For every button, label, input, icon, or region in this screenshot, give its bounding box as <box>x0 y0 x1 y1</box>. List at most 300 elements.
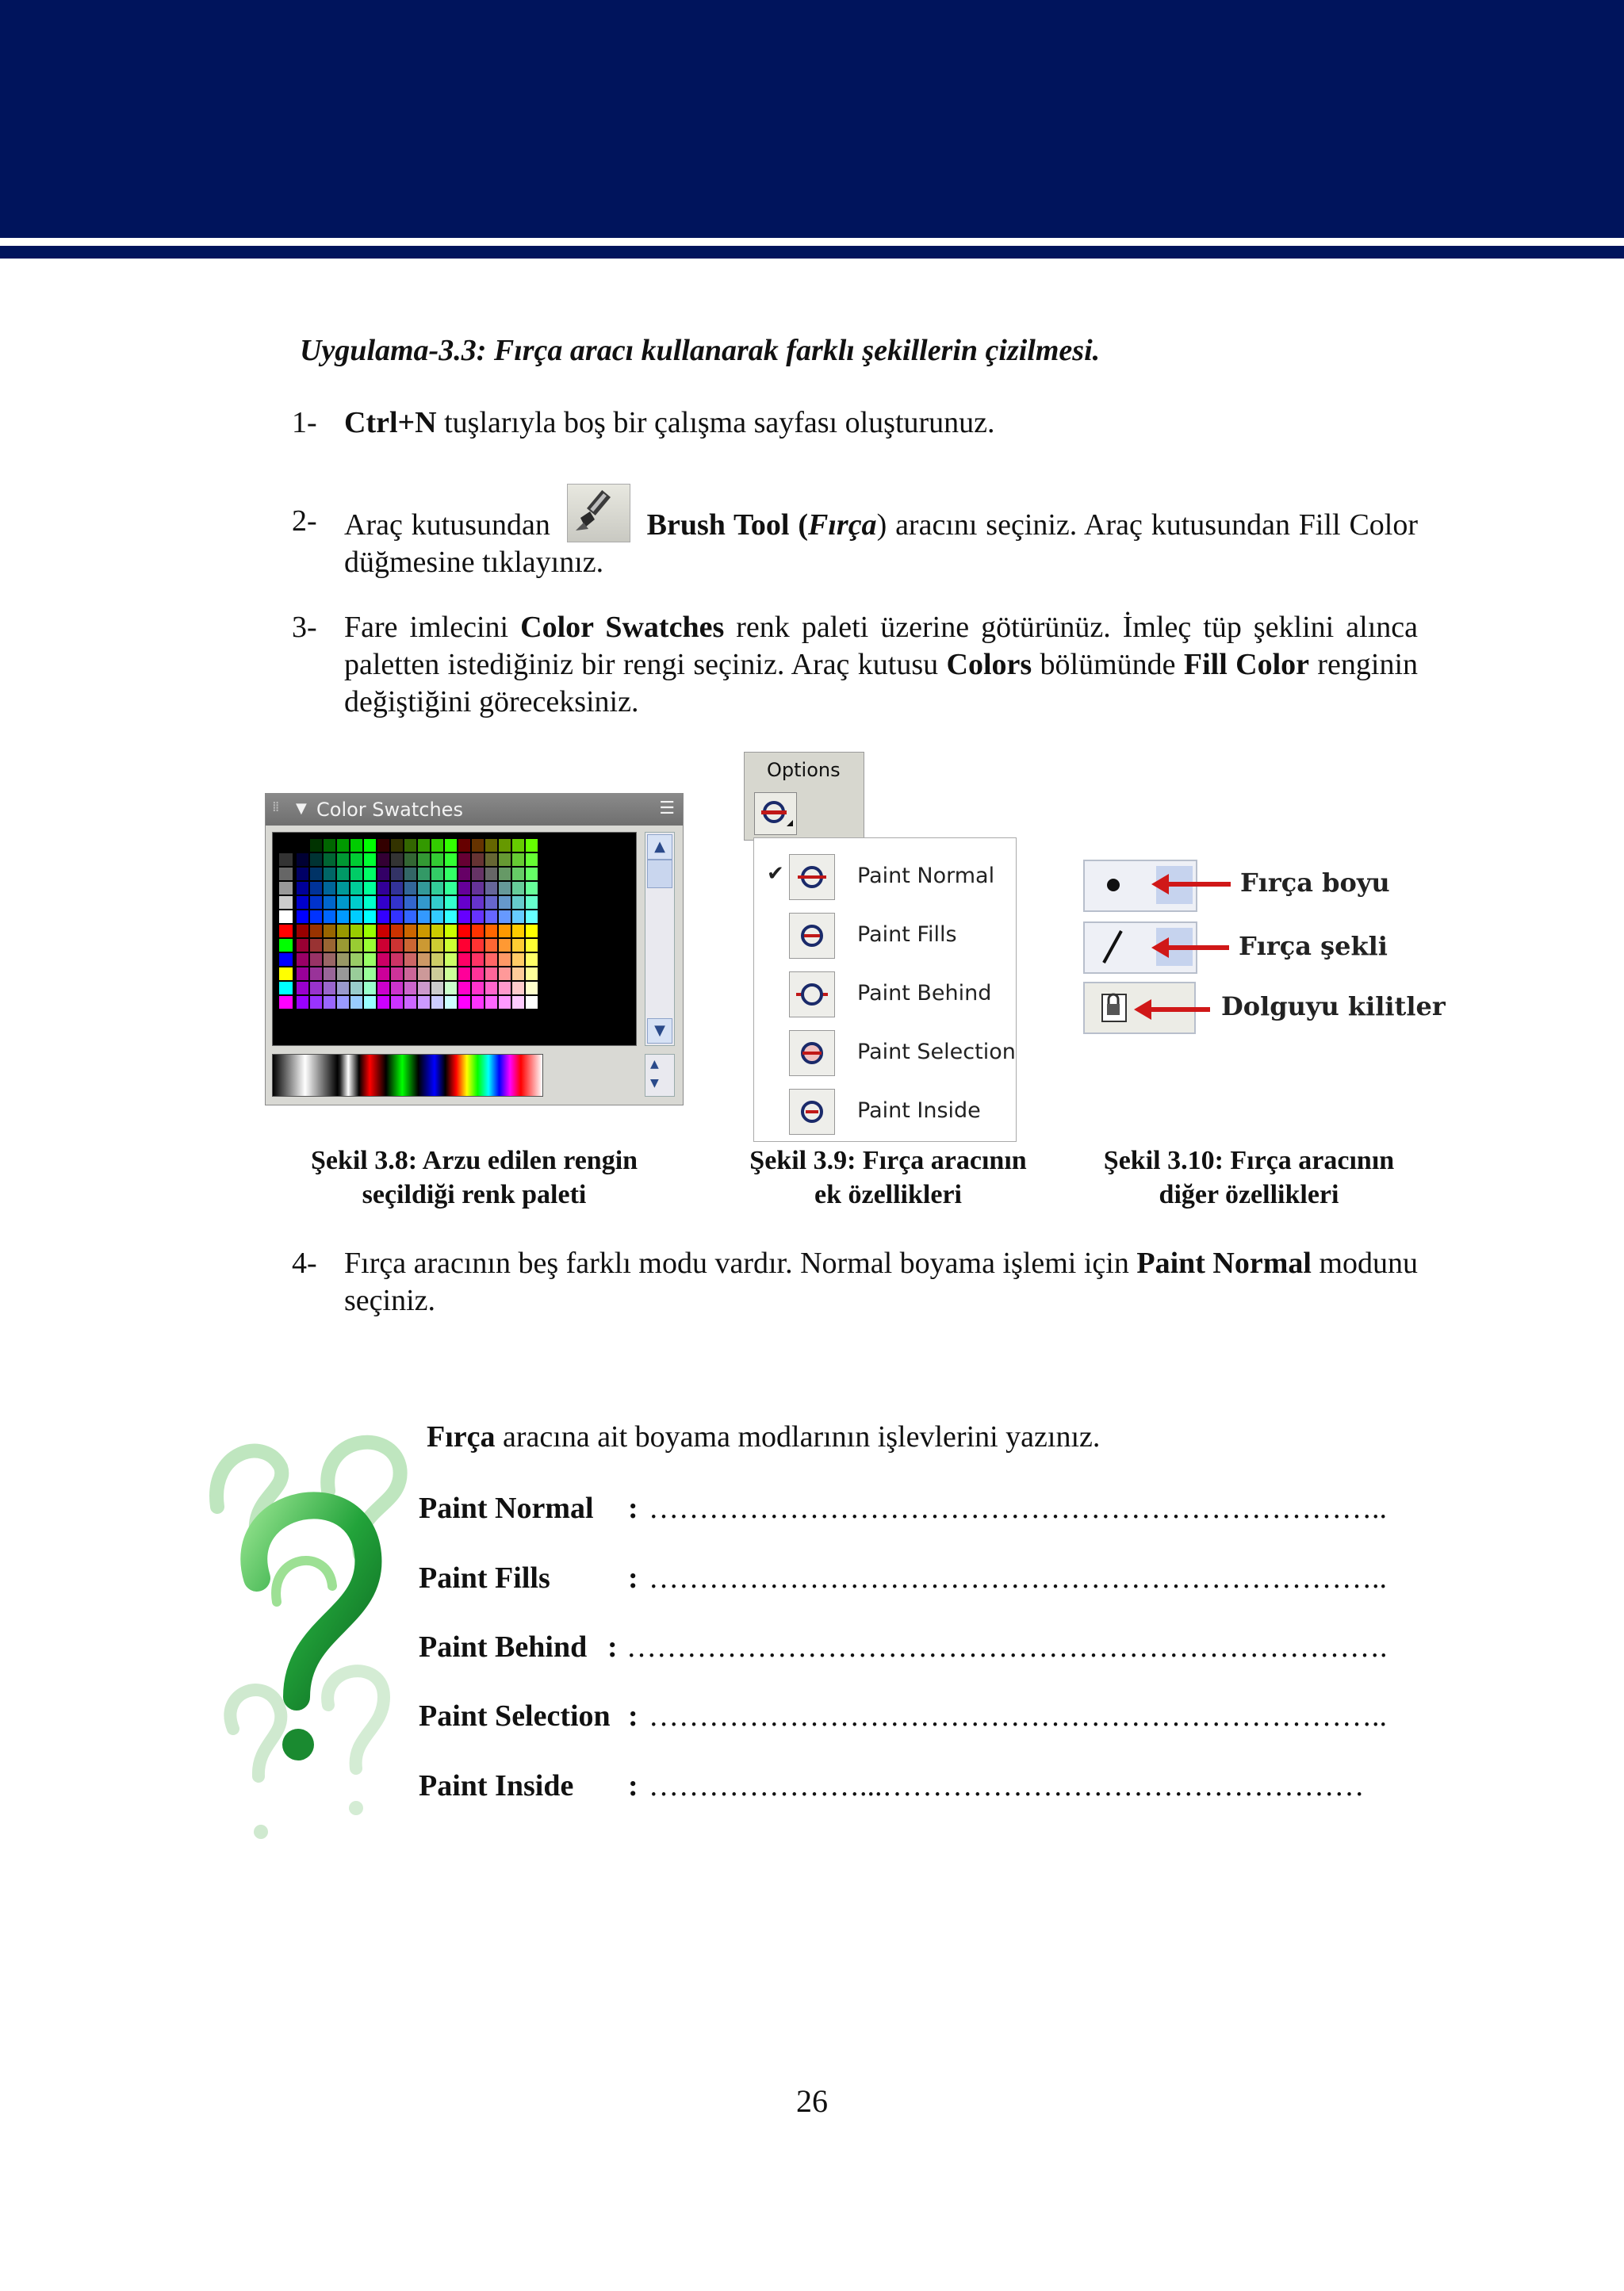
swatch-cell <box>472 982 484 994</box>
swatch-cell <box>391 853 403 866</box>
swatch-cell <box>310 868 322 880</box>
swatch-cell <box>418 853 430 866</box>
swatch-cell <box>337 953 349 966</box>
swatch-cell <box>297 882 308 895</box>
answer-label: Paint Behind <box>419 1630 588 1664</box>
answer-label: Paint Normal <box>419 1492 594 1525</box>
answer-row-paint-behind <box>419 1630 1388 1665</box>
mode-name: Paint Normal <box>1136 1247 1312 1280</box>
swatch-cell <box>445 925 457 937</box>
swatch-cell <box>279 896 293 909</box>
swatch-cell <box>337 839 349 852</box>
swatch-cell <box>297 982 308 994</box>
swatch-cell <box>279 982 293 994</box>
swatch-cell <box>418 910 430 923</box>
swatch-cell <box>337 939 349 952</box>
swatch-cell <box>472 839 484 852</box>
swatch-cell <box>337 896 349 909</box>
swatch-cell <box>404 839 416 852</box>
callout-brush-size: Fırça boyu <box>1240 868 1390 898</box>
step-text: Fare imlecini <box>344 611 521 644</box>
swatch-cell <box>279 953 293 966</box>
step-2 <box>292 484 1418 581</box>
paint-selection-icon <box>789 1030 835 1076</box>
shortcut-text: Ctrl+N <box>344 406 437 439</box>
swatch-cell <box>418 839 430 852</box>
swatch-cell <box>445 868 457 880</box>
swatch-cell <box>485 953 497 966</box>
swatch-cell <box>310 853 322 866</box>
swatch-cell <box>526 982 538 994</box>
paren-open: ( <box>789 508 808 542</box>
swatch-cell <box>404 882 416 895</box>
swatch-cell <box>526 939 538 952</box>
swatch-cell <box>377 982 389 994</box>
swatch-cell <box>391 925 403 937</box>
tool-name: Brush Tool <box>646 508 790 542</box>
swatch-cell <box>512 925 524 937</box>
swatch-cell <box>431 910 443 923</box>
swatch-cell <box>445 996 457 1009</box>
caption-line: Şekil 3.9: Fırça aracının <box>749 1146 1027 1175</box>
swatch-cell <box>279 996 293 1009</box>
swatch-cell <box>350 910 362 923</box>
panel-menu-icon[interactable]: ☰ <box>659 799 675 818</box>
answer-label: Paint Selection <box>419 1699 611 1733</box>
swatch-cell <box>310 953 322 966</box>
swatch-cell <box>458 882 470 895</box>
lock-fill-icon <box>1091 983 1139 1029</box>
swatch-cell <box>458 925 470 937</box>
answer-separator: : <box>628 1492 638 1525</box>
swatch-cell <box>337 882 349 895</box>
menu-item-label: Paint Inside <box>857 1098 981 1123</box>
swatch-cell <box>364 939 376 952</box>
swatch-cell <box>350 868 362 880</box>
swatch-cell <box>404 996 416 1009</box>
swatch-cell <box>377 882 389 895</box>
swatch-cell <box>499 939 511 952</box>
swatch-cell <box>485 967 497 980</box>
swatch-cell <box>526 853 538 866</box>
gradient-scrollbar[interactable] <box>645 1054 675 1097</box>
swatch-cell <box>472 967 484 980</box>
menu-item-paint-normal[interactable] <box>754 846 1016 903</box>
swatch-cell <box>310 896 322 909</box>
swatch-cell <box>297 953 308 966</box>
swatch-cell <box>499 996 511 1009</box>
answer-blank[interactable]: …………………………………………………………………. <box>626 1630 1388 1664</box>
swatch-cell <box>350 953 362 966</box>
answer-label: Paint Inside <box>419 1769 574 1803</box>
swatch-cell <box>458 839 470 852</box>
swatch-cell <box>324 982 335 994</box>
swatch-cell <box>364 982 376 994</box>
arrow-icon <box>1166 945 1229 950</box>
panel-name: Color Swatches <box>520 611 725 644</box>
swatch-cell <box>499 967 511 980</box>
swatch-cell <box>310 996 322 1009</box>
answer-separator: : <box>607 1630 618 1664</box>
swatch-cell <box>485 839 497 852</box>
swatch-cell <box>391 953 403 966</box>
step-text: Fırça aracının beş farklı modu vardır. Normal boyama işlemi için <box>344 1247 1137 1280</box>
answer-blank[interactable]: ……………………………………………………………….. <box>649 1492 1387 1525</box>
swatch-cell <box>337 868 349 880</box>
swatch-cell <box>350 896 362 909</box>
swatch-cell <box>512 953 524 966</box>
step-number: 2- <box>292 504 317 538</box>
menu-item-paint-behind[interactable] <box>754 964 1016 1021</box>
answer-separator: : <box>628 1769 638 1803</box>
section-name: Colors <box>946 648 1032 681</box>
swatch-cell <box>485 996 497 1009</box>
swatch-cell <box>310 982 322 994</box>
swatch-cell <box>418 925 430 937</box>
swatch-cell <box>391 910 403 923</box>
step-text: renginin değiştiğini göreceksiniz. <box>344 648 1418 718</box>
menu-item-label: Paint Fills <box>857 922 957 947</box>
step-text: ) aracını seçiniz. Araç kutusundan Fill Color düğmesine tıklayınız. <box>344 508 1419 579</box>
scroll-up-icon[interactable]: ▲ <box>647 834 672 860</box>
swatch-cell <box>499 953 511 966</box>
step-number: 3- <box>292 611 317 644</box>
swatch-cell <box>364 996 376 1009</box>
panel-title: Color Swatches <box>316 799 463 821</box>
swatch-cell <box>391 967 403 980</box>
scroll-thumb[interactable] <box>647 860 672 888</box>
swatch-cell <box>472 910 484 923</box>
swatch-cell <box>391 939 403 952</box>
scroll-down-small-icon[interactable]: ▼ <box>650 1077 659 1090</box>
swatch-cell <box>324 910 335 923</box>
grip-icon: ⁞⁞ <box>272 799 278 815</box>
swatch-cell <box>445 839 457 852</box>
swatch-cell <box>458 896 470 909</box>
swatch-cell <box>279 925 293 937</box>
swatch-cell <box>391 868 403 880</box>
swatch-cell <box>297 896 308 909</box>
swatch-cell <box>404 868 416 880</box>
swatch-cell <box>526 925 538 937</box>
swatch-cell <box>391 896 403 909</box>
header-rule-lower <box>0 246 1624 259</box>
swatch-cell <box>485 882 497 895</box>
callout-brush-shape: Fırça şekli <box>1239 931 1388 961</box>
swatch-cell <box>499 853 511 866</box>
answer-separator: : <box>628 1561 638 1595</box>
swatch-cell <box>512 910 524 923</box>
swatch-cell <box>431 982 443 994</box>
swatch-scrollbar[interactable] <box>645 832 675 1046</box>
swatch-cell <box>350 967 362 980</box>
menu-item-label: Paint Behind <box>857 981 992 1006</box>
swatch-cell <box>512 896 524 909</box>
swatch-cell <box>337 853 349 866</box>
panel-titlebar <box>266 794 683 826</box>
step-text: modunu seçiniz. <box>344 1247 1419 1317</box>
swatch-cell <box>279 839 293 852</box>
paint-inside-icon <box>789 1089 835 1135</box>
arrow-icon <box>1166 882 1231 887</box>
swatch-cell <box>418 868 430 880</box>
swatch-cell <box>297 939 308 952</box>
swatch-cell <box>472 868 484 880</box>
swatch-cell <box>431 896 443 909</box>
swatch-cell <box>350 882 362 895</box>
swatch-cell <box>337 996 349 1009</box>
swatch-cell <box>485 868 497 880</box>
swatch-cell <box>324 939 335 952</box>
swatch-cell <box>485 853 497 866</box>
header-band <box>0 0 1624 238</box>
swatch-cell <box>377 953 389 966</box>
step-number: 1- <box>292 406 317 439</box>
swatch-cell <box>472 896 484 909</box>
swatch-cell <box>324 882 335 895</box>
swatch-cell <box>404 910 416 923</box>
options-label: Options <box>767 759 841 781</box>
swatch-cell <box>431 882 443 895</box>
answer-row-paint-selection <box>419 1699 1387 1734</box>
caption-line: Şekil 3.8: Arzu edilen rengin <box>310 1146 638 1175</box>
swatch-cell <box>364 967 376 980</box>
swatch-cell <box>418 882 430 895</box>
swatch-cell <box>350 853 362 866</box>
swatch-cell <box>391 982 403 994</box>
swatch-cell <box>445 910 457 923</box>
swatch-cell <box>350 982 362 994</box>
exercise-question <box>427 1419 1100 1454</box>
swatch-cell <box>350 939 362 952</box>
step-text: Araç kutusundan <box>344 508 550 542</box>
swatch-cell <box>310 882 322 895</box>
swatch-cell <box>431 853 443 866</box>
swatch-cell <box>279 910 293 923</box>
swatch-cell <box>404 967 416 980</box>
swatch-cell <box>499 982 511 994</box>
swatch-cell <box>458 982 470 994</box>
swatch-cell <box>445 967 457 980</box>
swatch-cell <box>377 967 389 980</box>
caption-line: Şekil 3.10: Fırça aracının <box>1103 1146 1395 1175</box>
swatch-cell <box>472 853 484 866</box>
swatch-cell <box>337 967 349 980</box>
swatch-cell <box>279 868 293 880</box>
swatch-cell <box>377 853 389 866</box>
swatch-cell <box>297 967 308 980</box>
swatch-cell <box>512 882 524 895</box>
swatch-cell <box>350 925 362 937</box>
swatch-cell <box>364 853 376 866</box>
brush-shape-slash-icon <box>1091 923 1139 969</box>
swatch-cell <box>472 925 484 937</box>
swatch-cell <box>445 853 457 866</box>
swatch-cell <box>297 910 308 923</box>
paint-normal-icon <box>789 854 835 900</box>
swatch-cell <box>431 925 443 937</box>
swatch-cell <box>324 853 335 866</box>
caption-figure-3-9 <box>714 1144 1063 1212</box>
swatch-cell <box>499 882 511 895</box>
swatch-cell <box>364 868 376 880</box>
swatch-cell <box>526 910 538 923</box>
swatch-cell <box>485 925 497 937</box>
answer-row-paint-inside <box>419 1768 1365 1803</box>
answer-row-paint-normal <box>419 1491 1387 1526</box>
swatch-cell <box>324 996 335 1009</box>
swatch-cell <box>431 839 443 852</box>
swatch-cell <box>364 925 376 937</box>
swatch-cell <box>324 896 335 909</box>
header-rule <box>0 238 1624 246</box>
swatch-cell <box>499 839 511 852</box>
swatch-cell <box>418 967 430 980</box>
page-number: 26 <box>796 2083 828 2119</box>
swatch-cell <box>310 925 322 937</box>
swatch-cell <box>324 967 335 980</box>
color-swatches-panel <box>265 793 684 1105</box>
swatch-cell <box>337 982 349 994</box>
swatch-cell <box>418 896 430 909</box>
swatch-cell <box>337 925 349 937</box>
swatch-cell <box>364 896 376 909</box>
swatch-cell <box>310 967 322 980</box>
swatch-cell <box>279 882 293 895</box>
swatch-cell <box>472 996 484 1009</box>
swatch-cell <box>512 939 524 952</box>
swatch-cell <box>279 939 293 952</box>
swatch-cell <box>377 939 389 952</box>
swatch-cell <box>279 967 293 980</box>
collapse-arrow-icon[interactable]: ▼ <box>296 800 307 817</box>
swatch-cell <box>404 925 416 937</box>
swatch-cell <box>377 896 389 909</box>
swatch-cell <box>431 996 443 1009</box>
scroll-up-small-icon[interactable]: ▲ <box>650 1058 659 1071</box>
swatch-cell <box>364 839 376 852</box>
step-4 <box>292 1245 1418 1320</box>
swatch-cell <box>526 996 538 1009</box>
swatch-cell <box>526 868 538 880</box>
scroll-down-icon[interactable]: ▼ <box>647 1018 672 1044</box>
swatch-cells[interactable] <box>279 839 630 1039</box>
answer-blank[interactable]: ……………………………………………………………….. <box>649 1561 1387 1595</box>
swatch-cell <box>279 1010 293 1023</box>
answer-row-paint-fills <box>419 1561 1387 1596</box>
step-number: 4- <box>292 1247 317 1280</box>
swatch-cell <box>297 839 308 852</box>
question-mark-icon <box>201 1419 408 1848</box>
swatch-cell <box>324 839 335 852</box>
swatch-cell <box>431 868 443 880</box>
swatch-cell <box>391 839 403 852</box>
answer-blank[interactable]: …………………...………………………………………… <box>649 1769 1365 1803</box>
swatch-cell <box>485 896 497 909</box>
swatch-cell <box>512 868 524 880</box>
swatch-cell <box>297 853 308 866</box>
swatch-cell <box>458 996 470 1009</box>
exercise-title: Uygulama-3.3: Fırça aracı kullanarak farklı şekillerin çizilmesi. <box>300 334 1101 367</box>
swatch-cell <box>418 953 430 966</box>
swatch-cell <box>499 910 511 923</box>
menu-item-label: Paint Normal <box>857 864 995 888</box>
swatch-cell <box>377 868 389 880</box>
swatch-cell <box>297 868 308 880</box>
question-bold: Fırça <box>427 1420 496 1454</box>
brush-mode-button[interactable] <box>754 792 797 835</box>
swatch-cell <box>485 910 497 923</box>
answer-label: Paint Fills <box>419 1561 550 1595</box>
tool-name-tr: Fırça <box>808 508 877 542</box>
caption-figure-3-8 <box>268 1144 680 1212</box>
swatch-cell <box>499 868 511 880</box>
swatch-cell <box>458 953 470 966</box>
swatch-cell <box>499 925 511 937</box>
swatch-cell <box>431 939 443 952</box>
swatch-cell <box>526 839 538 852</box>
swatch-cell <box>526 953 538 966</box>
answer-separator: : <box>628 1699 638 1733</box>
caption-line: ek özellikleri <box>814 1180 962 1209</box>
swatch-cell <box>472 939 484 952</box>
fill-color-name: Fill Color <box>1183 648 1309 681</box>
swatch-cell <box>350 839 362 852</box>
swatch-cell <box>472 882 484 895</box>
paint-behind-icon <box>789 971 835 1017</box>
swatch-cell <box>526 967 538 980</box>
swatch-cell <box>391 996 403 1009</box>
swatch-grid[interactable] <box>272 832 637 1046</box>
question-text: aracına ait boyama modlarının işlevlerini yazınız. <box>495 1420 1101 1454</box>
caption-line: diğer özellikleri <box>1159 1180 1339 1209</box>
swatch-cell <box>445 896 457 909</box>
step-text: renk paleti üzerine götürünüz. İmleç tüp şeklini alınca paletten istediğiniz bir rengi seçiniz. Araç kutusu <box>344 611 1418 681</box>
swatch-cell <box>526 882 538 895</box>
swatch-cell <box>377 910 389 923</box>
caption-line: seçildiği renk paleti <box>362 1180 587 1209</box>
menu-item-paint-inside[interactable] <box>754 1081 1016 1138</box>
swatch-cell <box>297 996 308 1009</box>
swatch-cell <box>350 996 362 1009</box>
swatch-cell <box>310 939 322 952</box>
swatch-cell <box>377 839 389 852</box>
swatch-cell <box>364 910 376 923</box>
swatch-cell <box>391 882 403 895</box>
swatch-cell <box>512 839 524 852</box>
brush-mode-menu <box>753 837 1017 1142</box>
swatch-cell <box>485 982 497 994</box>
swatch-cell <box>458 939 470 952</box>
swatch-cell <box>279 853 293 866</box>
paint-fills-icon <box>789 913 835 959</box>
swatch-cell <box>445 953 457 966</box>
swatch-cell <box>431 967 443 980</box>
swatch-cell <box>458 853 470 866</box>
swatch-cell <box>324 953 335 966</box>
step-3 <box>292 609 1418 721</box>
answer-blank[interactable]: ……………………………………………………………….. <box>649 1699 1387 1733</box>
swatch-cell <box>279 1025 293 1037</box>
swatch-cell <box>458 910 470 923</box>
swatch-cell <box>445 939 457 952</box>
swatch-cell <box>404 953 416 966</box>
menu-item-paint-fills[interactable] <box>754 905 1016 962</box>
gradient-swatches[interactable] <box>272 1054 543 1097</box>
menu-item-paint-selection[interactable] <box>754 1022 1016 1079</box>
swatch-cell <box>377 925 389 937</box>
swatch-cell <box>337 910 349 923</box>
